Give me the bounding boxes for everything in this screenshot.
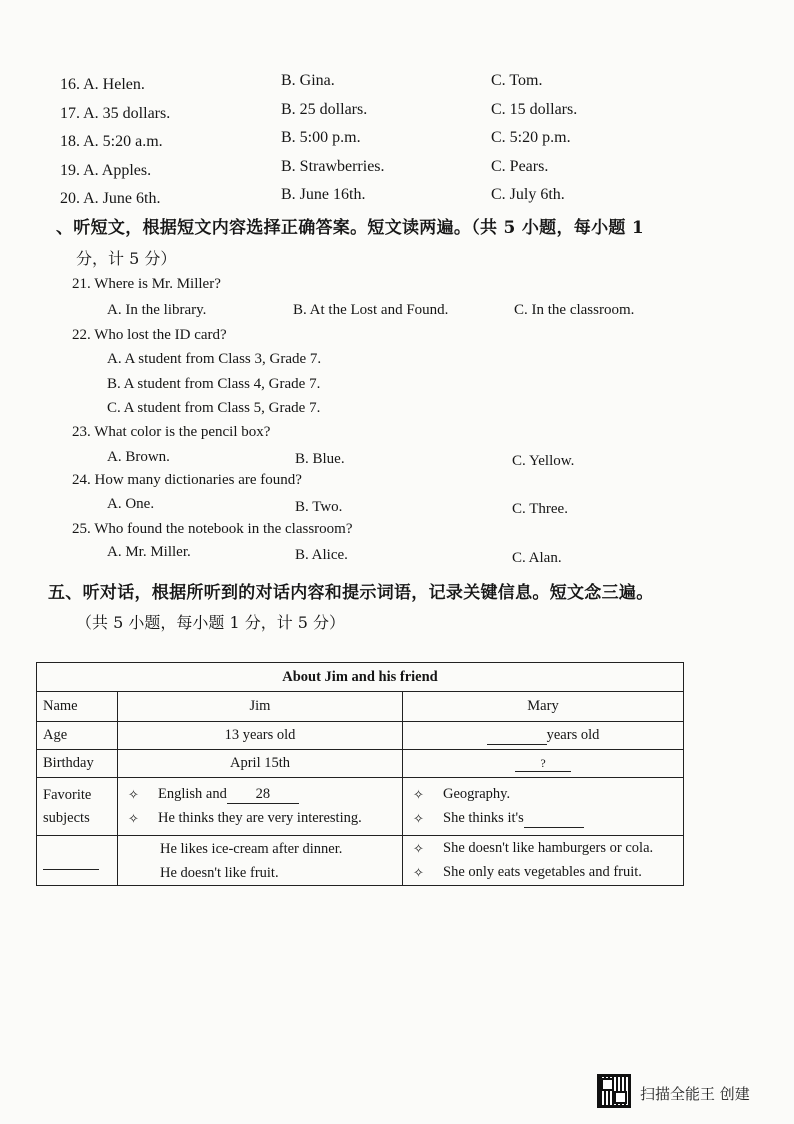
q25-option-a[interactable]: A. Mr. Miller. bbox=[107, 544, 191, 560]
q16-option-c[interactable]: C. Tom. bbox=[491, 72, 543, 89]
q23-option-a[interactable]: A. Brown. bbox=[107, 449, 170, 465]
q20-option-a[interactable]: 20. A. June 6th. bbox=[60, 190, 161, 207]
header-jim: Jim bbox=[118, 692, 403, 722]
q24-option-c[interactable]: C. Three. bbox=[512, 501, 568, 517]
section-5-heading: 五、听对话，根据所听到的对话内容和提示词语，记录关键信息。短文念三遍。 bbox=[48, 583, 654, 603]
row-label-blank[interactable] bbox=[43, 852, 99, 870]
diamond-bullet-icon: ✧ bbox=[413, 840, 424, 856]
q20-option-c[interactable]: C. July 6th. bbox=[491, 186, 565, 203]
q16-option-a[interactable]: 16. A. Helen. bbox=[60, 76, 145, 93]
mary-food-cell bbox=[403, 836, 684, 886]
row-label-subjects bbox=[37, 778, 118, 836]
section-heading-listening-passage: 、听短文，根据短文内容选择正确答案。短文读两遍。（共 5 小题，每小题 1 bbox=[56, 218, 645, 238]
jim-subjects-cell bbox=[118, 778, 403, 836]
mary-subject-blank[interactable] bbox=[524, 810, 584, 828]
q23-option-c[interactable]: C. Yellow. bbox=[512, 453, 575, 469]
jim-food-cell bbox=[118, 836, 403, 886]
q21-option-b[interactable]: B. At the Lost and Found. bbox=[293, 302, 449, 318]
question-25: 25. Who found the notebook in the classroom? bbox=[72, 521, 353, 537]
jim-birthday: April 15th bbox=[118, 750, 403, 778]
section-5-points: （共 5 小题，每小题 1 分，计 5 分） bbox=[76, 613, 346, 632]
q17-option-c[interactable]: C. 15 dollars. bbox=[491, 101, 578, 118]
diamond-bullet-icon: ✧ bbox=[128, 786, 139, 802]
q18-option-a[interactable]: 18. A. 5:20 a.m. bbox=[60, 133, 163, 150]
jim-food-1: He likes ice-cream after dinner. bbox=[160, 840, 343, 857]
header-name: Name bbox=[37, 692, 118, 722]
mary-food-1: She doesn't like hamburgers or cola. bbox=[443, 840, 654, 856]
q21-option-a[interactable]: A. In the library. bbox=[107, 302, 207, 318]
info-table bbox=[36, 662, 684, 886]
mary-subject-2: She thinks it's bbox=[443, 810, 524, 826]
subjects-label-line1: Favorite bbox=[43, 786, 92, 803]
question-21: 21. Where is Mr. Miller? bbox=[72, 276, 221, 292]
mary-age-cell bbox=[403, 722, 684, 750]
mary-birthday-cell bbox=[403, 750, 684, 778]
q17-option-b[interactable]: B. 25 dollars. bbox=[281, 101, 368, 118]
mary-food-2: She only eats vegetables and fruit. bbox=[443, 864, 642, 880]
q22-option-a[interactable]: A. A student from Class 3, Grade 7. bbox=[107, 351, 322, 367]
q23-option-b[interactable]: B. Blue. bbox=[295, 451, 345, 467]
diamond-bullet-icon: ✧ bbox=[413, 810, 424, 826]
jim-subject-2: He thinks they are very interesting. bbox=[158, 810, 362, 826]
q24-option-a[interactable]: A. One. bbox=[107, 496, 155, 512]
question-22: 22. Who lost the ID card? bbox=[72, 327, 227, 343]
diamond-bullet-icon: ✧ bbox=[128, 810, 139, 826]
q22-option-b[interactable]: B. A student from Class 4, Grade 7. bbox=[107, 376, 321, 392]
q21-option-c[interactable]: C. In the classroom. bbox=[514, 302, 635, 318]
q18-option-b[interactable]: B. 5:00 p.m. bbox=[281, 129, 361, 146]
row-label-age: Age bbox=[37, 722, 118, 750]
q25-option-b[interactable]: B. Alice. bbox=[295, 547, 348, 563]
row-label-birthday: Birthday bbox=[37, 750, 118, 778]
jim-age: 13 years old bbox=[118, 722, 403, 750]
mary-age-blank[interactable] bbox=[487, 727, 547, 745]
subjects-label-line2: subjects bbox=[43, 809, 90, 826]
q19-option-a[interactable]: 19. A. Apples. bbox=[60, 162, 152, 179]
scanner-brand-label: 扫描全能王 创建 bbox=[640, 1085, 750, 1103]
diamond-bullet-icon: ✧ bbox=[413, 786, 424, 802]
question-23: 23. What color is the pencil box? bbox=[72, 424, 271, 440]
q17-option-a[interactable]: 17. A. 35 dollars. bbox=[60, 105, 171, 122]
q25-option-c[interactable]: C. Alan. bbox=[512, 550, 562, 566]
diamond-bullet-icon: ✧ bbox=[413, 864, 424, 880]
jim-food-2: He doesn't like fruit. bbox=[160, 864, 279, 881]
q20-option-b[interactable]: B. June 16th. bbox=[281, 186, 366, 203]
q22-option-c[interactable]: C. A student from Class 5, Grade 7. bbox=[107, 400, 321, 416]
mary-birthday-blank[interactable]: ? bbox=[515, 756, 571, 772]
table-title: About Jim and his friend bbox=[37, 663, 684, 692]
q19-option-c[interactable]: C. Pears. bbox=[491, 158, 549, 175]
q16-option-b[interactable]: B. Gina. bbox=[281, 72, 335, 89]
mary-age-suffix: years old bbox=[546, 726, 600, 743]
question-24: 24. How many dictionaries are found? bbox=[72, 472, 302, 488]
qr-code-icon bbox=[597, 1074, 631, 1108]
q19-option-b[interactable]: B. Strawberries. bbox=[281, 158, 385, 175]
mary-subjects-cell bbox=[403, 778, 684, 836]
q24-option-b[interactable]: B. Two. bbox=[295, 499, 343, 515]
jim-subject-1-prefix: English and bbox=[158, 786, 227, 802]
header-mary: Mary bbox=[403, 692, 684, 722]
mary-subject-1: Geography. bbox=[443, 786, 511, 802]
section-heading-points: 分，计 5 分） bbox=[76, 249, 177, 268]
row-label-blank-cell bbox=[37, 836, 118, 886]
jim-subject-blank-28[interactable]: 28 bbox=[227, 786, 299, 804]
q18-option-c[interactable]: C. 5:20 p.m. bbox=[491, 129, 571, 146]
